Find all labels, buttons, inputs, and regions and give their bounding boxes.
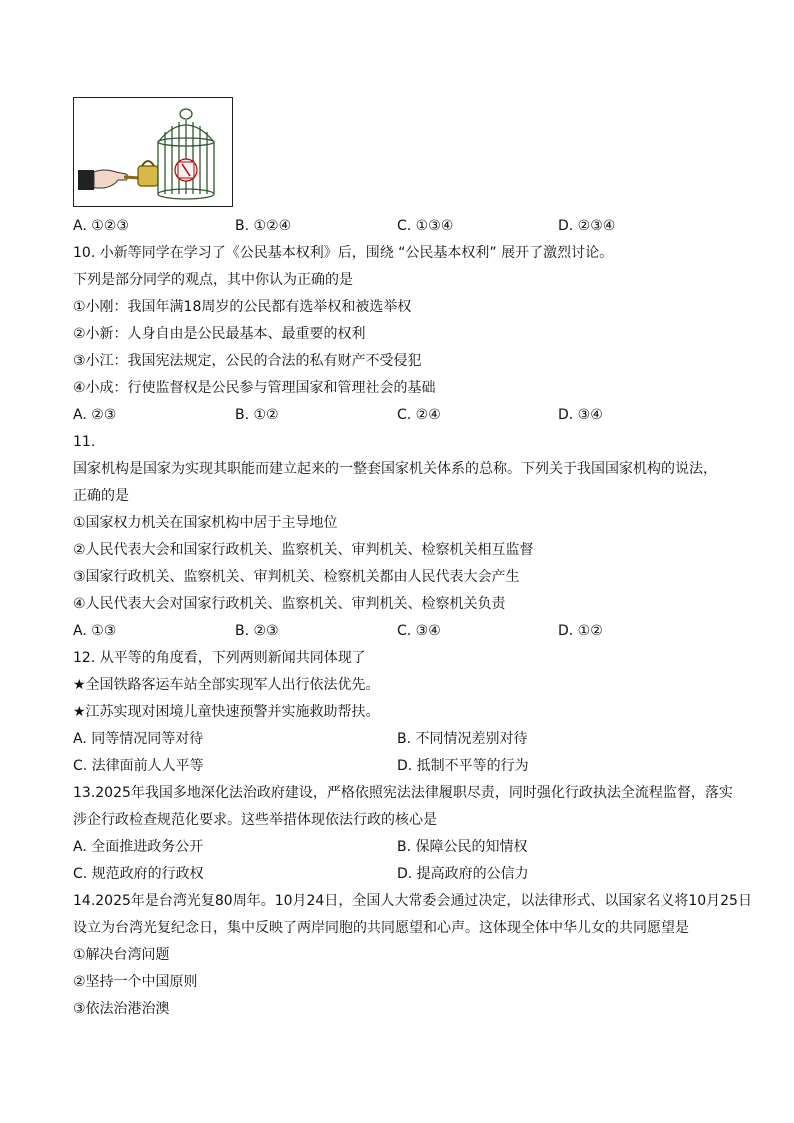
q10-option-b: B. ①②	[235, 407, 279, 423]
q11-option-c: C. ③④	[397, 623, 441, 639]
padlock	[138, 166, 158, 186]
q14-item-2: ②坚持一个中国原则	[73, 974, 198, 990]
q11-option-a: A. ①③	[73, 623, 117, 639]
q10-item-3: ③小江：我国宪法规定，公民的合法的私有财产不受侵犯	[73, 353, 422, 369]
q10-item-4: ④小成：行使监督权是公民参与管理国家和管理社会的基础	[73, 380, 436, 396]
q12-stem: 12. 从平等的角度看，下列两则新闻共同体现了	[73, 650, 366, 666]
q10-stem-line-1: 10. 小新等同学在学习了《公民基本权利》后，围绕 “公民基本权利” 展开了激烈讨论。	[73, 245, 614, 261]
q14-stem-line-2: 设立为台湾光复纪念日，集中反映了两岸同胞的共同愿望和心声。这体现全体中华儿女的共同愿望是	[73, 920, 689, 936]
hand	[94, 170, 128, 188]
q10-stem-line-2: 下列是部分同学的观点，其中你认为正确的是	[73, 272, 353, 288]
q10-item-1: ①小刚：我国年满18周岁的公民都有选举权和被选举权	[73, 299, 412, 315]
q11-item-3: ③国家行政机关、监察机关、审判机关、检察机关都由人民代表大会产生	[73, 569, 520, 585]
q11-item-2: ②人民代表大会和国家行政机关、监察机关、审判机关、检察机关相互监督	[73, 542, 534, 558]
q11-stem-line-2: 正确的是	[73, 488, 129, 504]
q11-item-1: ①国家权力机关在国家机构中居于主导地位	[73, 515, 338, 531]
q10-option-a: A. ②③	[73, 407, 117, 423]
cage-drawing	[74, 98, 232, 206]
birdcage	[158, 109, 214, 199]
q13-stem-line-1: 13.2025年我国多地深化法治政府建设，严格依照宪法法律履职尽责，同时强化行政执法全流程监督，落实	[73, 785, 733, 801]
q14-item-3: ③依法治港治澳	[73, 1001, 170, 1017]
q10-option-d: D. ③④	[558, 407, 603, 423]
q13-stem-line-2: 涉企行政检查规范化要求。这些举措体现依法行政的核心是	[73, 812, 437, 828]
q11-item-4: ④人民代表大会对国家行政机关、监察机关、审判机关、检察机关负责	[73, 596, 506, 612]
q14-item-1: ①解决台湾问题	[73, 947, 170, 963]
q13-option-c: C. 规范政府的行政权	[73, 866, 204, 882]
sleeve	[78, 170, 94, 190]
q13-option-d: D. 提高政府的公信力	[397, 866, 529, 882]
q12-option-b: B. 不同情况差别对待	[397, 731, 528, 747]
q9-option-c: C. ①③④	[397, 218, 454, 234]
q12-option-d: D. 抵制不平等的行为	[397, 758, 529, 774]
q9-option-b: B. ①②④	[235, 218, 292, 234]
q12-option-c: C. 法律面前人人平等	[73, 758, 204, 774]
q14-stem-line-1: 14.2025年是台湾光复80周年。10月24日，全国人大常委会通过决定，以法律形式、以国家名义将10月25日	[73, 893, 752, 909]
q11-stem-line-1: 国家机构是国家为实现其职能而建立起来的一整套国家机关体系的总称。下列关于我国国家机构的说法，	[73, 461, 717, 477]
q12-news-2: ★江苏实现对困境儿童快速预警并实施救助帮扶。	[73, 704, 380, 720]
q13-option-a: A. 全面推进政务公开	[73, 839, 204, 855]
q13-option-b: B. 保障公民的知情权	[397, 839, 528, 855]
q12-option-a: A. 同等情况同等对待	[73, 731, 204, 747]
q11-number: 11.	[73, 434, 96, 450]
q10-option-c: C. ②④	[397, 407, 441, 423]
q10-item-2: ②小新：人身自由是公民最基本、最重要的权利	[73, 326, 366, 342]
cage-illustration	[73, 97, 233, 207]
q11-option-b: B. ②③	[235, 623, 279, 639]
q11-option-d: D. ①②	[558, 623, 603, 639]
q9-option-a: A. ①②③	[73, 218, 129, 234]
q9-option-d: D. ②③④	[558, 218, 616, 234]
q12-news-1: ★全国铁路客运车站全部实现军人出行依法优先。	[73, 677, 380, 693]
